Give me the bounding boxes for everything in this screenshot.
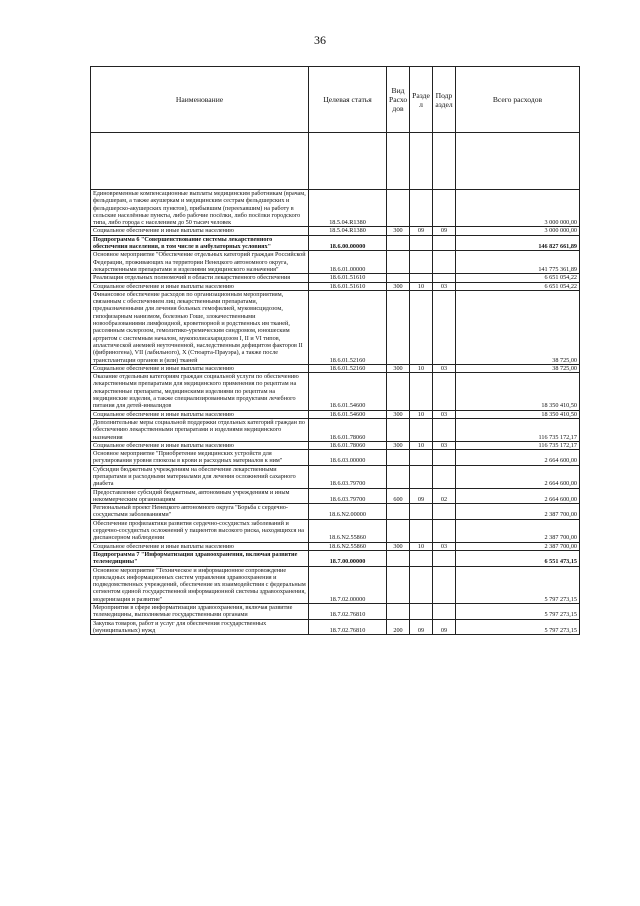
cell-subsection — [433, 373, 456, 410]
cell-type — [387, 190, 410, 227]
cell-section: 09 — [410, 488, 433, 504]
cell-subsection: 09 — [433, 619, 456, 635]
cell-section — [410, 550, 433, 566]
cell-type: 600 — [387, 488, 410, 504]
cell-total: 146 827 661,89 — [456, 235, 580, 251]
cell-section — [410, 274, 433, 282]
table-row — [91, 373, 580, 410]
header-subsection: Подр аздел — [433, 67, 456, 133]
cell-type — [387, 450, 410, 466]
cell-type: 300 — [387, 364, 410, 372]
table-row — [91, 450, 580, 466]
cell-target: 18.6.01.00000 — [309, 251, 387, 274]
cell-type — [387, 504, 410, 520]
cell-total: 2 664 600,00 — [456, 465, 580, 488]
cell-section — [410, 251, 433, 274]
cell-target: 18.6.N2.55860 — [309, 519, 387, 542]
header-target: Целевая статья — [309, 67, 387, 133]
cell-name: Социальное обеспечение и иные выплаты населению — [91, 227, 309, 235]
table-body — [91, 190, 580, 635]
cell-type — [387, 274, 410, 282]
cell-section — [410, 373, 433, 410]
cell-total: 6 651 054,22 — [456, 274, 580, 282]
cell-type: 200 — [387, 619, 410, 635]
table-row — [91, 235, 580, 251]
header-section: Разде л — [410, 67, 433, 133]
cell-target: 18.6.N2.55860 — [309, 542, 387, 550]
table-row — [91, 190, 580, 227]
table-row — [91, 465, 580, 488]
cell-name: Финансовое обеспечение расходов по организационным мероприятиям, связанным с обеспечением лиц лекарственными препаратами, предназначенными для лечения больных гемофилией, муковисцидозом, гипофизарным нанизмом, болезнью Гоше, злокачественными новообразованиями лимфоидной, кроветворной и родственных им тканей, рассеянным склерозом, гемолитико-уремическим синдромом, юношеским артритом с системным началом, мукополисахаридозом I, II и VI типов, апластической анемией неуточненной, наследственным дефицитом факторов II (фибриногена), VII (лабильного), X (Стюарта-Прауэра), а также после трансплантации органов и (или) тканей — [91, 290, 309, 364]
cell-total: 5 797 273,15 — [456, 619, 580, 635]
cell-type: 300 — [387, 410, 410, 418]
cell-name: Социальное обеспечение и иные выплаты населению — [91, 364, 309, 372]
table-row — [91, 227, 580, 235]
cell-target: 18.7.02.76810 — [309, 619, 387, 635]
spacer-row — [91, 133, 580, 190]
cell-target: 18.5.04.R1380 — [309, 227, 387, 235]
cell-section — [410, 450, 433, 466]
table-row — [91, 364, 580, 372]
cell-subsection — [433, 519, 456, 542]
cell-target: 18.6.01.78060 — [309, 418, 387, 441]
cell-name: Дополнительные меры социальной поддержки отдельных категорий граждан по обеспечению лекарственными препаратами и изделиями медицинского назначения — [91, 418, 309, 441]
cell-subsection — [433, 274, 456, 282]
cell-subsection: 02 — [433, 488, 456, 504]
cell-target: 18.6.01.52160 — [309, 290, 387, 364]
cell-subsection: 03 — [433, 282, 456, 290]
cell-subsection: 03 — [433, 542, 456, 550]
cell-type — [387, 465, 410, 488]
cell-section: 10 — [410, 542, 433, 550]
page-number: 36 — [314, 33, 326, 47]
cell-name: Подпрограмма 6 "Совершенствование системы лекарственного обеспечения населения, в том числе в амбулаторных условиях" — [91, 235, 309, 251]
cell-total: 2 387 700,00 — [456, 542, 580, 550]
cell-subsection — [433, 566, 456, 603]
cell-type: 300 — [387, 441, 410, 449]
cell-section — [410, 519, 433, 542]
cell-total: 2 387 700,00 — [456, 504, 580, 520]
cell-total: 6 651 054,22 — [456, 282, 580, 290]
cell-target: 18.6.01.54600 — [309, 410, 387, 418]
cell-name: Закупка товаров, работ и услуг для обеспечения государственных (муниципальных) нужд — [91, 619, 309, 635]
cell-subsection: 03 — [433, 441, 456, 449]
cell-target: 18.6.01.78060 — [309, 441, 387, 449]
cell-name: Основное мероприятие "Приобретение медицинских устройств для регулирования уровня глюкозы в крови и расходных материалов к ним" — [91, 450, 309, 466]
header-name: Наименование — [91, 67, 309, 133]
cell-type — [387, 604, 410, 620]
cell-target: 18.6.03.00000 — [309, 450, 387, 466]
cell-type — [387, 251, 410, 274]
table-row — [91, 418, 580, 441]
cell-target: 18.6.01.54600 — [309, 373, 387, 410]
table-row — [91, 504, 580, 520]
table-row — [91, 542, 580, 550]
cell-subsection — [433, 190, 456, 227]
cell-target: 18.6.00.00000 — [309, 235, 387, 251]
cell-subsection — [433, 550, 456, 566]
cell-total: 38 725,00 — [456, 290, 580, 364]
cell-section — [410, 418, 433, 441]
cell-name: Социальное обеспечение и иные выплаты населению — [91, 542, 309, 550]
cell-type — [387, 550, 410, 566]
table-row — [91, 550, 580, 566]
cell-name: Мероприятия в сфере информатизации здравоохранения, включая развитие телемедицины, выполняемые государственными органами — [91, 604, 309, 620]
table-row — [91, 251, 580, 274]
cell-subsection — [433, 604, 456, 620]
cell-total: 116 735 172,17 — [456, 418, 580, 441]
cell-total: 2 664 600,00 — [456, 488, 580, 504]
cell-total: 18 350 410,50 — [456, 373, 580, 410]
cell-subsection — [433, 290, 456, 364]
cell-section — [410, 604, 433, 620]
cell-name: Основное мероприятие "Обеспечение отдельных категорий граждан Российской Федерации, проживающих на территории Ненецкого автономного округа, лекарственными препаратами и изделиями медицинского назначения" — [91, 251, 309, 274]
cell-subsection — [433, 418, 456, 441]
cell-target: 18.6.01.51610 — [309, 274, 387, 282]
cell-type — [387, 373, 410, 410]
cell-total: 141 775 361,89 — [456, 251, 580, 274]
cell-section: 10 — [410, 410, 433, 418]
cell-name: Единовременные компенсационные выплаты медицинским работникам (врачам, фельдшерам, а также акушеркам и медицинским сестрам фельдшерских и фельдшерско-акушерских пунктов), прибывшим (переехавшим) на работу в сельские населённые пункты, либо рабочие посёлки, либо посёлки городского типа, либо города с населением до 50 тысяч человек — [91, 190, 309, 227]
cell-name: Оказание отдельным категориям граждан социальной услуги по обеспечению лекарственными препаратами для медицинского применения по рецептам на лекарственные препараты, медицинскими изделиями по рецептам на медицинские изделия, а также специализированными продуктами лечебного питания для детей-инвалидов — [91, 373, 309, 410]
cell-type — [387, 290, 410, 364]
cell-name: Социальное обеспечение и иные выплаты населению — [91, 410, 309, 418]
cell-total: 3 000 000,00 — [456, 227, 580, 235]
cell-name: Социальное обеспечение и иные выплаты населению — [91, 282, 309, 290]
table-row — [91, 282, 580, 290]
cell-total: 5 797 273,15 — [456, 566, 580, 603]
cell-target: 18.7.02.00000 — [309, 566, 387, 603]
cell-total: 2 387 700,00 — [456, 519, 580, 542]
cell-name: Предоставление субсидий бюджетным, автономным учреждениям и иным некоммерческим организациям — [91, 488, 309, 504]
cell-total: 18 350 410,50 — [456, 410, 580, 418]
cell-type — [387, 566, 410, 603]
cell-total: 116 735 172,17 — [456, 441, 580, 449]
table-row — [91, 488, 580, 504]
cell-subsection: 09 — [433, 227, 456, 235]
cell-section — [410, 465, 433, 488]
cell-target: 18.6.03.79700 — [309, 488, 387, 504]
cell-name: Субсидии бюджетным учреждениям на обеспечение лекарственными препаратами и расходными материалами для лечения осложнений сахарного диабета — [91, 465, 309, 488]
budget-table — [90, 66, 580, 635]
cell-target: 18.6.01.51610 — [309, 282, 387, 290]
cell-section: 10 — [410, 364, 433, 372]
cell-subsection — [433, 251, 456, 274]
cell-type — [387, 235, 410, 251]
cell-section — [410, 290, 433, 364]
cell-name: Реализация отдельных полномочий в области лекарственного обеспечения — [91, 274, 309, 282]
cell-subsection: 03 — [433, 410, 456, 418]
cell-section: 09 — [410, 619, 433, 635]
cell-section — [410, 504, 433, 520]
cell-total: 2 664 600,00 — [456, 450, 580, 466]
cell-total: 6 551 473,15 — [456, 550, 580, 566]
cell-section: 09 — [410, 227, 433, 235]
cell-target: 18.5.04.R1380 — [309, 190, 387, 227]
cell-total: 38 725,00 — [456, 364, 580, 372]
cell-total: 5 797 273,15 — [456, 604, 580, 620]
table-row — [91, 519, 580, 542]
cell-section — [410, 190, 433, 227]
cell-name: Подпрограмма 7 "Информатизация здравоохранения, включая развитие телемедицины" — [91, 550, 309, 566]
cell-type — [387, 418, 410, 441]
cell-name: Обеспечение профилактики развития сердечно-сосудистых заболеваний и сердечно-сосудистых осложнений у пациентов высокого риска, находящихся на диспансерном наблюдении — [91, 519, 309, 542]
cell-target: 18.7.00.00000 — [309, 550, 387, 566]
cell-type: 300 — [387, 542, 410, 550]
cell-subsection — [433, 235, 456, 251]
cell-target: 18.7.02.76810 — [309, 604, 387, 620]
cell-type — [387, 519, 410, 542]
table-row — [91, 274, 580, 282]
cell-subsection — [433, 450, 456, 466]
cell-section: 10 — [410, 282, 433, 290]
cell-type: 300 — [387, 282, 410, 290]
cell-subsection: 03 — [433, 364, 456, 372]
cell-subsection — [433, 465, 456, 488]
header-type: Вид Расхо дов — [387, 67, 410, 133]
header-row — [91, 67, 580, 133]
cell-target: 18.6.01.52160 — [309, 364, 387, 372]
table-row — [91, 410, 580, 418]
cell-name: Социальное обеспечение и иные выплаты населению — [91, 441, 309, 449]
table-row — [91, 566, 580, 603]
cell-type: 300 — [387, 227, 410, 235]
cell-section — [410, 566, 433, 603]
table-row — [91, 290, 580, 364]
table-row — [91, 441, 580, 449]
table-row — [91, 619, 580, 635]
header-total: Всего расходов — [456, 67, 580, 133]
table-row — [91, 604, 580, 620]
cell-name: Основное мероприятие "Техническое и информационное сопровождение прикладных информационных систем управления здравоохранения и подведомственных учреждений, обеспечение их взаимодействия с федеральным сегментом единой государственной информационной системы здравоохранения, модернизация и развитие" — [91, 566, 309, 603]
cell-total: 3 000 000,00 — [456, 190, 580, 227]
cell-section — [410, 235, 433, 251]
cell-name: Региональный проект Ненецкого автономного округа "Борьба с сердечно-сосудистыми заболеваниями" — [91, 504, 309, 520]
cell-subsection — [433, 504, 456, 520]
cell-target: 18.6.03.79700 — [309, 465, 387, 488]
cell-target: 18.6.N2.00000 — [309, 504, 387, 520]
cell-section: 10 — [410, 441, 433, 449]
